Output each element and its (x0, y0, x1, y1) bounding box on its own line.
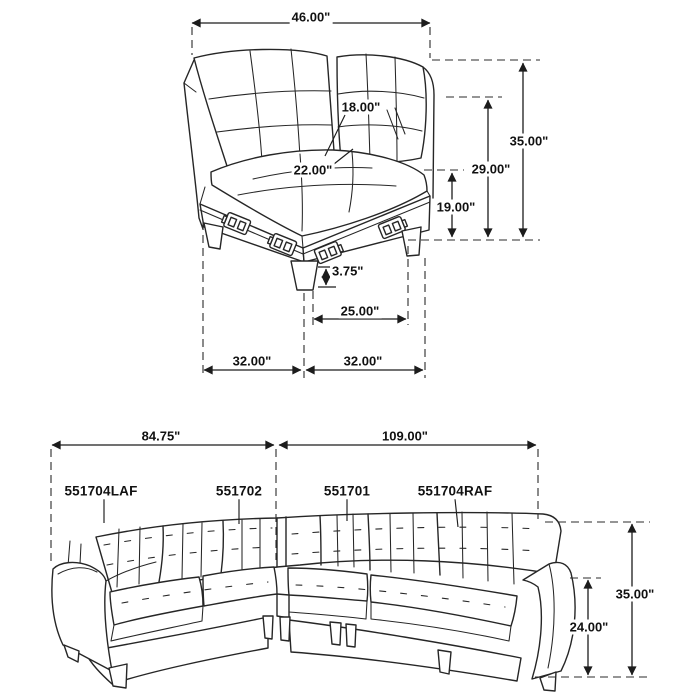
part-label-armless-left: 551702 (215, 483, 263, 499)
part-label-raf: 551704RAF (417, 483, 493, 499)
sectional-drawing (52, 512, 575, 691)
dim-seat-depth: 22.00" (293, 162, 333, 178)
dim-seat-height: 19.00" (436, 199, 476, 215)
dim-arm-height: 24.00" (569, 619, 609, 635)
dim-left-width: 84.75" (141, 428, 181, 444)
dim-overall-height-bottom: 35.00" (615, 586, 655, 602)
dim-leg-height: 3.75" (332, 263, 364, 279)
dim-overall-height-top: 35.00" (509, 133, 549, 149)
dim-right-rail: 32.00" (343, 353, 383, 369)
part-label-armless-right: 551701 (323, 483, 371, 499)
dim-back-height: 29.00" (471, 161, 511, 177)
dim-right-width: 109.00" (382, 428, 428, 444)
dim-back-cushion: 18.00" (341, 99, 381, 115)
part-label-laf: 551704LAF (64, 483, 138, 499)
dim-left-rail: 32.00" (232, 353, 272, 369)
dim-front-width: 25.00" (340, 303, 380, 319)
dim-top-width: 46.00" (291, 9, 331, 25)
